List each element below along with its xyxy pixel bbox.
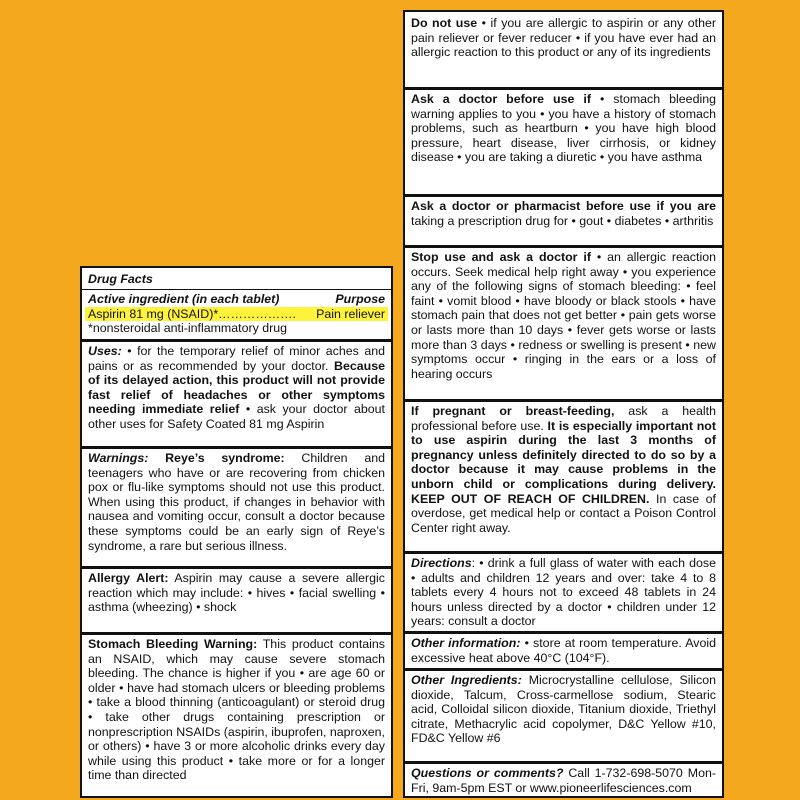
ingredient-name: Aspirin 81 mg (NSAID)* [88,306,219,321]
directions-label: Directions [411,556,472,570]
drug-facts-title-section [82,268,391,290]
overdose-text: In case of overdose, get medical help or contact a Poison Control Center right away. [411,491,716,535]
stop-use-label: Stop use and ask a doctor if [411,250,591,264]
keep-out-of-reach-label: KEEP OUT OF REACH OF CHILDREN. [411,491,650,506]
questions-label: Questions or comments? [411,766,564,780]
directions-section [405,554,722,634]
ask-doctor-section [405,90,722,197]
other-information-section [405,634,722,671]
uses-bold-text: Because of its delayed action, this product will not provide fast relief of headaches or other symptoms needing immediate relief [88,358,385,417]
active-ingredient-header-row [88,292,385,307]
allergy-alert-label: Allergy Alert: [88,571,169,585]
warnings-section [82,449,391,569]
other-ingredients-text: Microcrystalline cellulose, Silicon dioxide, Talcum, Cross-carmellose sodium, Stearic acid, Colloidal silicon dioxide, Titanium dioxide, Triethyl citrate, Methacrylic acid copolymer, D&C Yellow #10, FD&C Yellow #6 [411,673,717,746]
ask-pharmacist-label: Ask a doctor or pharmacist before use if you are [411,199,716,213]
uses-text: • for the temporary relief of minor aches and pains or as recommended by your doctor. [88,344,385,373]
other-information-text: • store at room temperature. Avoid excessive heat above 40°C (104°F). [411,636,717,665]
warnings-label: Warnings: [88,451,149,465]
purpose-header: Purpose [335,292,385,306]
drug-facts-title: Drug Facts [88,272,153,286]
pregnancy-label: If pregnant or breast-feeding, [411,404,615,418]
uses-section [82,342,391,449]
questions-section [405,764,722,796]
other-ingredients-section [405,671,722,764]
do-not-use-label: Do not use [411,16,478,30]
other-information-label: Other information: [411,636,521,650]
other-ingredients-label: Other Ingredients: [411,673,522,687]
do-not-use-section [405,12,722,90]
ask-pharmacist-section [405,197,722,248]
drug-facts-left-panel [80,266,393,798]
reye-syndrome-label: Reye’s syndrome: [148,451,285,465]
reye-syndrome-text: Children and teenagers who have or are recovering from chicken pox or flu-like symptoms should not use this product. When using this product, if changes in behavior with nausea and vomiting occur, consult a doctor because these symptoms could be an early sign of Reye’s syndrome, a rare but serious illness. [88,451,385,553]
allergy-alert-section [82,569,391,635]
stop-use-section [405,248,722,402]
uses-label: Uses: [88,344,122,358]
active-ingredient-row [85,307,388,322]
ask-doctor-label: Ask a doctor before use if [411,92,591,106]
stomach-bleeding-text: This product contains an NSAID, which may cause severe stomach bleeding. The chance is higher if you • are age 60 or older • have had stomach ulcers or bleeding problems • take a blood thinning (anticoagulant) or steroid drug • take other drugs containing prescription or nonprescription NSAIDs (aspirin, ibuprofen, naproxen, or others) • have 3 or more alcoholic drinks every day while using this product • take more or for a longer time than directed [88,637,385,783]
stop-use-text: • an allergic reaction occurs. Seek medical help right away • you experience any of the following signs of stomach bleeding: • feel faint • vomit blood • have bloody or black stools • have stomach pain that does not get better • pain gets worse or lasts more than 10 days • fever gets worse or lasts more than 3 days • redness or swelling is present • new symptoms occur • ringing in the ears or a loss of hearing occurs [411,250,716,381]
ingredient-dots: ………………. [218,306,296,321]
pregnancy-text: ask a health professional before use. [411,404,716,433]
ask-pharmacist-text: taking a prescription drug for • gout • diabetes • arthritis [411,213,714,228]
stomach-bleeding-label: Stomach Bleeding Warning: [88,637,258,651]
ingredient-note: *nonsteroidal anti-inflammatory drug [88,321,288,336]
pregnancy-section [405,402,722,554]
directions-text: : • drink a full glass of water with each dose • adults and children 12 years and over: take 4 to 8 tablets every 4 hours not to exceed 48 tablets in 24 hours unless directed by a doctor • children under 12 years: consult a doctor [411,556,716,629]
stomach-bleeding-section [82,635,391,796]
active-ingredient-header: Active ingredient (in each tablet) [88,292,280,306]
uses-tail-text: • ask your doctor about other uses for Safety Coated 81 mg Aspirin [88,402,385,431]
ask-doctor-text: • stomach bleeding warning applies to you • you have a history of stomach problems, such as heartburn • you have high blood pressure, heart disease, liver cirrhosis, or kidney disease • you are taking a diuretic • you have asthma [411,92,716,165]
ingredient-purpose: Pain reliever [316,306,385,321]
questions-text: Call 1-732-698-5070 Mon-Fri, 9am-5pm EST or www.pioneerlifesciences.com [411,766,716,795]
pregnancy-bold-text: It is especially important not to use aspirin during the last 3 months of pregnancy unless definitely directed to do so by a doctor because it may cause problems in the unborn child or complications during delivery. [411,418,716,491]
allergy-alert-text: Aspirin may cause a severe allergic reaction which may include: • hives • facial swelling • asthma (wheezing) • shock [88,571,385,615]
drug-facts-right-panel [403,10,724,798]
active-ingredient-section [82,290,391,342]
do-not-use-text: • if you are allergic to aspirin or any other pain reliever or fever reducer • if you have ever had an allergic reaction to this product or any of its ingredients [411,16,716,60]
